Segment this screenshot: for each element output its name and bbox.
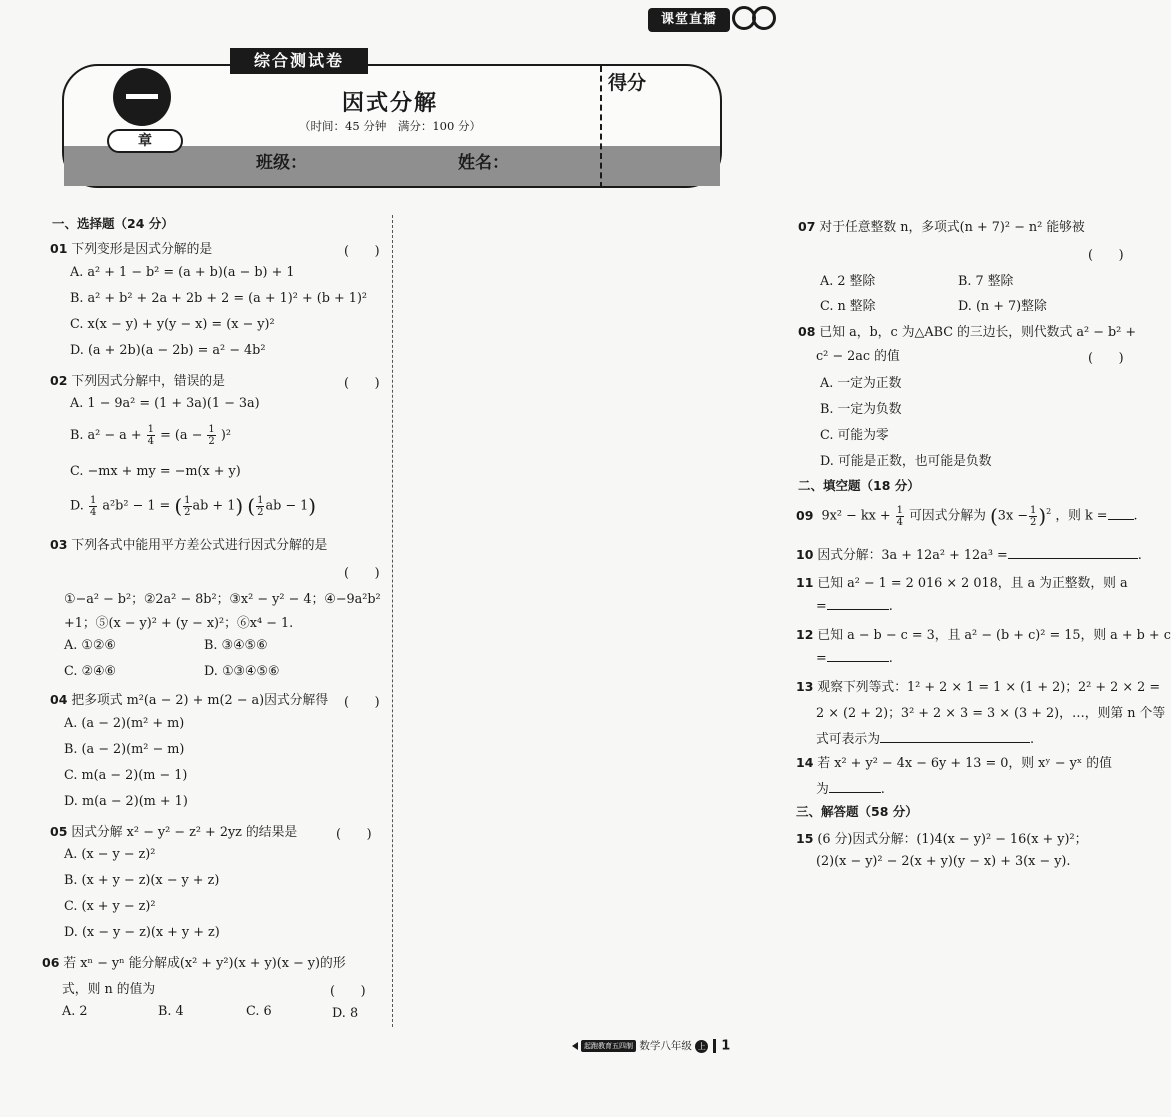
option-a: A. 2 <box>62 1004 88 1019</box>
question-stem: 已知 a，b，c 为△ABC 的三边长，则代数式 a² − b² + <box>819 325 1137 340</box>
question-stem: 观察下列等式：1² + 2 × 1 = 1 × (1 + 2)；2² + 2 × 2 = <box>817 680 1161 695</box>
fraction-den: 2 <box>184 506 191 518</box>
expr-part: 可因式分解为 <box>909 508 986 524</box>
option-b: B. (x + y − z)(x − y + z) <box>64 873 220 888</box>
brand-logo <box>648 6 780 36</box>
question-stem: 下列变形是因式分解的是 <box>71 242 213 257</box>
header-divider <box>600 66 602 188</box>
answer-paren: ( ) <box>336 827 372 842</box>
column-divider <box>392 215 393 1027</box>
question-04 <box>50 689 328 708</box>
footer-bar <box>713 1039 716 1053</box>
expr-part: = <box>816 599 827 614</box>
option-b: B. 7 整除 <box>958 274 1014 289</box>
question-14 <box>796 752 1112 771</box>
chapter-number-badge <box>113 68 171 126</box>
fraction-num: 1 <box>147 424 155 435</box>
exponent: 2 <box>1046 507 1052 517</box>
option-d <box>70 494 316 518</box>
question-number: 15 <box>796 831 814 846</box>
expr-part: 式可表示为 <box>816 732 880 747</box>
option-d: D. m(a − 2)(m + 1) <box>64 794 188 809</box>
question-07 <box>798 216 1085 235</box>
option-d: D. ①③④⑤⑥ <box>204 664 280 679</box>
option-d: D. 8 <box>332 1006 359 1021</box>
question-number: 07 <box>798 219 816 234</box>
fraction-num: 1 <box>89 494 97 506</box>
expr-part: a²b² − 1 = <box>102 498 171 514</box>
answer-paren: ( ) <box>344 566 380 581</box>
option-a: A. ①②⑥ <box>64 638 116 653</box>
answer-paren: ( ) <box>344 376 380 391</box>
question-06 <box>42 952 346 971</box>
answer-blank[interactable] <box>827 650 889 662</box>
option-b: B. ③④⑤⑥ <box>204 638 268 653</box>
expr-part: ab + 1 <box>192 498 236 514</box>
fraction <box>183 495 191 518</box>
question-stem: 把多项式 m²(a − 2) + m(2 − a)因式分解得 <box>71 693 329 708</box>
option-c: C. 6 <box>246 1004 272 1019</box>
question-15 <box>796 828 1087 847</box>
option-b: B. (a − 2)(m² − m) <box>64 742 185 757</box>
option-c: C. x(x − y) + y(y − x) = (x − y)² <box>70 317 275 332</box>
question-stem-cont: c² − 2ac 的值 <box>816 349 900 364</box>
question-stem-cont: 2 × (2 + 2)；3² + 2 × 3 = 3 × (3 + 2)，…，则第 n 个等 <box>816 706 1166 721</box>
fraction-den: 4 <box>896 516 904 528</box>
question-stem: 已知 a − b − c = 3，且 a² − (b + c)² = 15，则 a + b + c <box>817 628 1171 643</box>
question-number: 09 <box>796 507 814 523</box>
question-stem: 对于任意整数 n，多项式(n + 7)² − n² 能够被 <box>819 220 1085 235</box>
section-heading: 一、选择题（24 分） <box>52 216 174 231</box>
option-c: C. 可能为零 <box>820 428 889 443</box>
question-02 <box>50 370 225 389</box>
question-stem: 因式分解：3a + 12a² + 12a³ = <box>817 548 1008 563</box>
section-heading: 三、解答题（58 分） <box>796 804 918 819</box>
fraction <box>207 424 215 447</box>
question-number: 12 <box>796 627 814 642</box>
fraction <box>1029 505 1037 528</box>
fraction <box>256 495 264 518</box>
answer-blank[interactable] <box>1108 508 1134 520</box>
question-stem-cont: (2)(x − y)² − 2(x + y)(y − x) + 3(x − y). <box>816 854 1071 869</box>
question-number: 14 <box>796 755 814 770</box>
option-d: D. (a + 2b)(a − 2b) = a² − 4b² <box>70 343 266 358</box>
chapter-tab: 章 <box>107 129 183 153</box>
question-13 <box>796 676 1160 695</box>
page-title: 因式分解 <box>341 91 438 116</box>
paren-open: ( <box>989 504 998 528</box>
option-a: A. 1 − 9a² = (1 + 3a)(1 − 3a) <box>70 396 260 411</box>
fraction-num: 1 <box>184 494 191 506</box>
option-c: C. n 整除 <box>820 299 876 314</box>
answer-paren: ( ) <box>1088 351 1124 366</box>
fraction-num: 1 <box>208 424 215 435</box>
option-c: C. ②④⑥ <box>64 664 116 679</box>
question-09: 09 9x² − kx + $\frac{1}{4}$ 可因式分解为 (3x − $\frac{1}{2}$ )$^2$ ，则 k = . <box>796 504 1138 528</box>
option-d: D. (x − y − z)(x + y + z) <box>64 925 220 940</box>
page-footer <box>572 1038 730 1056</box>
option-c: C. −mx + my = −m(x + y) <box>70 464 241 479</box>
question-number: 10 <box>796 547 814 562</box>
question-stem: 下列各式中能用平方差公式进行因式分解的是 <box>71 538 328 553</box>
fraction-den: 2 <box>208 436 215 447</box>
question-10: 10 因式分解：3a + 12a² + 12a³ = . <box>796 547 1142 563</box>
name-field-label: 姓名： <box>458 153 509 173</box>
fraction-den: 4 <box>89 506 97 518</box>
fraction <box>147 424 155 447</box>
fraction-den: 4 <box>147 436 155 447</box>
question-number: 08 <box>798 324 816 339</box>
answer-blank[interactable] <box>829 781 881 793</box>
fraction-num: 1 <box>1029 504 1037 516</box>
expr-part: ，则 k = <box>1055 508 1108 524</box>
page-number: 1 <box>721 1038 731 1054</box>
question-number: 13 <box>796 679 814 694</box>
question-stem: 若 x² + y² − 4x − 6y + 13 = 0，则 xʸ − yˣ 的值 <box>817 756 1112 771</box>
question-number: 05 <box>50 824 68 839</box>
expr-part: D. <box>70 498 84 514</box>
question-number: 04 <box>50 692 68 707</box>
option-a: A. (a − 2)(m² + m) <box>64 716 185 731</box>
expr-part: = (a − <box>160 428 203 443</box>
fraction-den: 2 <box>257 506 264 518</box>
chapter-one-glyph <box>126 94 158 99</box>
question-11 <box>796 572 1128 591</box>
fraction-num: 1 <box>896 504 904 516</box>
paren-close: ) <box>235 494 244 518</box>
score-label: 得分 <box>608 72 647 94</box>
answer-blank[interactable] <box>827 598 889 610</box>
class-field-label: 班级： <box>256 153 307 173</box>
expr-part: )² <box>220 428 231 443</box>
question-stem: 已知 a² − 1 = 2 016 × 2 018，且 a 为正整数，则 a <box>817 576 1128 591</box>
option-d: D. 可能是正数，也可能是负数 <box>820 454 992 469</box>
option-a: A. (x − y − z)² <box>64 847 156 862</box>
fraction-den: 2 <box>1029 516 1037 528</box>
question-11-answer: = . <box>816 599 893 614</box>
paren-close: ) <box>308 494 317 518</box>
question-14-answer: 为 . <box>816 782 885 797</box>
option-b: B. 4 <box>158 1004 184 1019</box>
answer-paren: ( ) <box>1088 248 1124 263</box>
brand-ring-icon <box>752 6 776 30</box>
paren-open: ( <box>174 494 183 518</box>
question-13-answer: 式可表示为 . <box>816 732 1035 747</box>
fraction-num: 1 <box>257 494 264 506</box>
option-a: A. 2 整除 <box>820 274 876 289</box>
expr-part: 3x − <box>997 508 1028 524</box>
question-stem-cont: 式，则 n 的值为 <box>62 982 156 997</box>
expr-part: B. a² − a + <box>70 428 142 443</box>
question-number: 11 <box>796 575 814 590</box>
volume-badge: 上 <box>695 1040 708 1053</box>
question-number: 06 <box>42 955 60 970</box>
expr-part: 9x² − kx + <box>821 508 891 524</box>
option-b: B. 一定为负数 <box>820 402 902 417</box>
option-a: A. 一定为正数 <box>820 376 902 391</box>
question-stem: (6 分)因式分解：(1)4(x − y)² − 16(x + y)²； <box>817 832 1088 847</box>
fraction <box>896 505 904 528</box>
question-items: ①−a² − b²；②2a² − 8b²；③x² − y² − 4；④−9a²b² <box>64 592 381 607</box>
option-c: C. (x + y − z)² <box>64 899 156 914</box>
question-stem: 若 xⁿ − yⁿ 能分解成(x² + y²)(x + y)(x − y)的形 <box>63 956 346 971</box>
question-number: 02 <box>50 373 68 388</box>
answer-paren: ( ) <box>330 984 366 999</box>
question-stem: 下列因式分解中，错误的是 <box>71 374 225 389</box>
question-12-answer: = . <box>816 651 893 666</box>
question-number: 03 <box>50 537 68 552</box>
option-c: C. m(a − 2)(m − 1) <box>64 768 188 783</box>
section-heading: 二、填空题（18 分） <box>798 478 920 493</box>
publisher-badge: 起跑教育五四制 <box>581 1040 636 1052</box>
question-01 <box>50 238 212 257</box>
expr-part: ab − 1 <box>265 498 309 514</box>
paren-close: ) <box>1038 504 1047 528</box>
option-b <box>70 424 231 447</box>
answer-blank[interactable] <box>1008 547 1138 559</box>
expr-part: = <box>816 651 827 666</box>
test-type-label: 综合测试卷 <box>230 48 368 74</box>
fraction <box>89 495 97 518</box>
page-subtitle: （时间：45 分钟 满分：100 分） <box>299 119 481 133</box>
triangle-left-icon <box>572 1042 578 1050</box>
option-b: B. a² + b² + 2a + 2b + 2 = (a + 1)² + (b + 1)² <box>70 291 368 306</box>
question-03 <box>50 534 327 553</box>
expr-part: 为 <box>816 782 829 797</box>
answer-paren: ( ) <box>344 244 380 259</box>
answer-blank[interactable] <box>880 731 1030 743</box>
answer-paren: ( ) <box>344 695 380 710</box>
paren-open: ( <box>247 494 256 518</box>
question-05 <box>50 821 297 840</box>
option-a: A. a² + 1 − b² = (a + b)(a − b) + 1 <box>70 265 295 280</box>
brand-text: 课堂直播 <box>648 8 730 32</box>
question-12 <box>796 624 1171 643</box>
question-08 <box>798 321 1136 340</box>
question-number: 01 <box>50 241 68 256</box>
subject-label: 数学八年级 <box>639 1040 692 1052</box>
option-d: D. (n + 7)整除 <box>958 299 1047 314</box>
question-stem: 因式分解 x² − y² − z² + 2yz 的结果是 <box>71 825 298 840</box>
question-items: +1；⑤(x − y)² + (y − x)²；⑥x⁴ − 1. <box>64 616 294 631</box>
